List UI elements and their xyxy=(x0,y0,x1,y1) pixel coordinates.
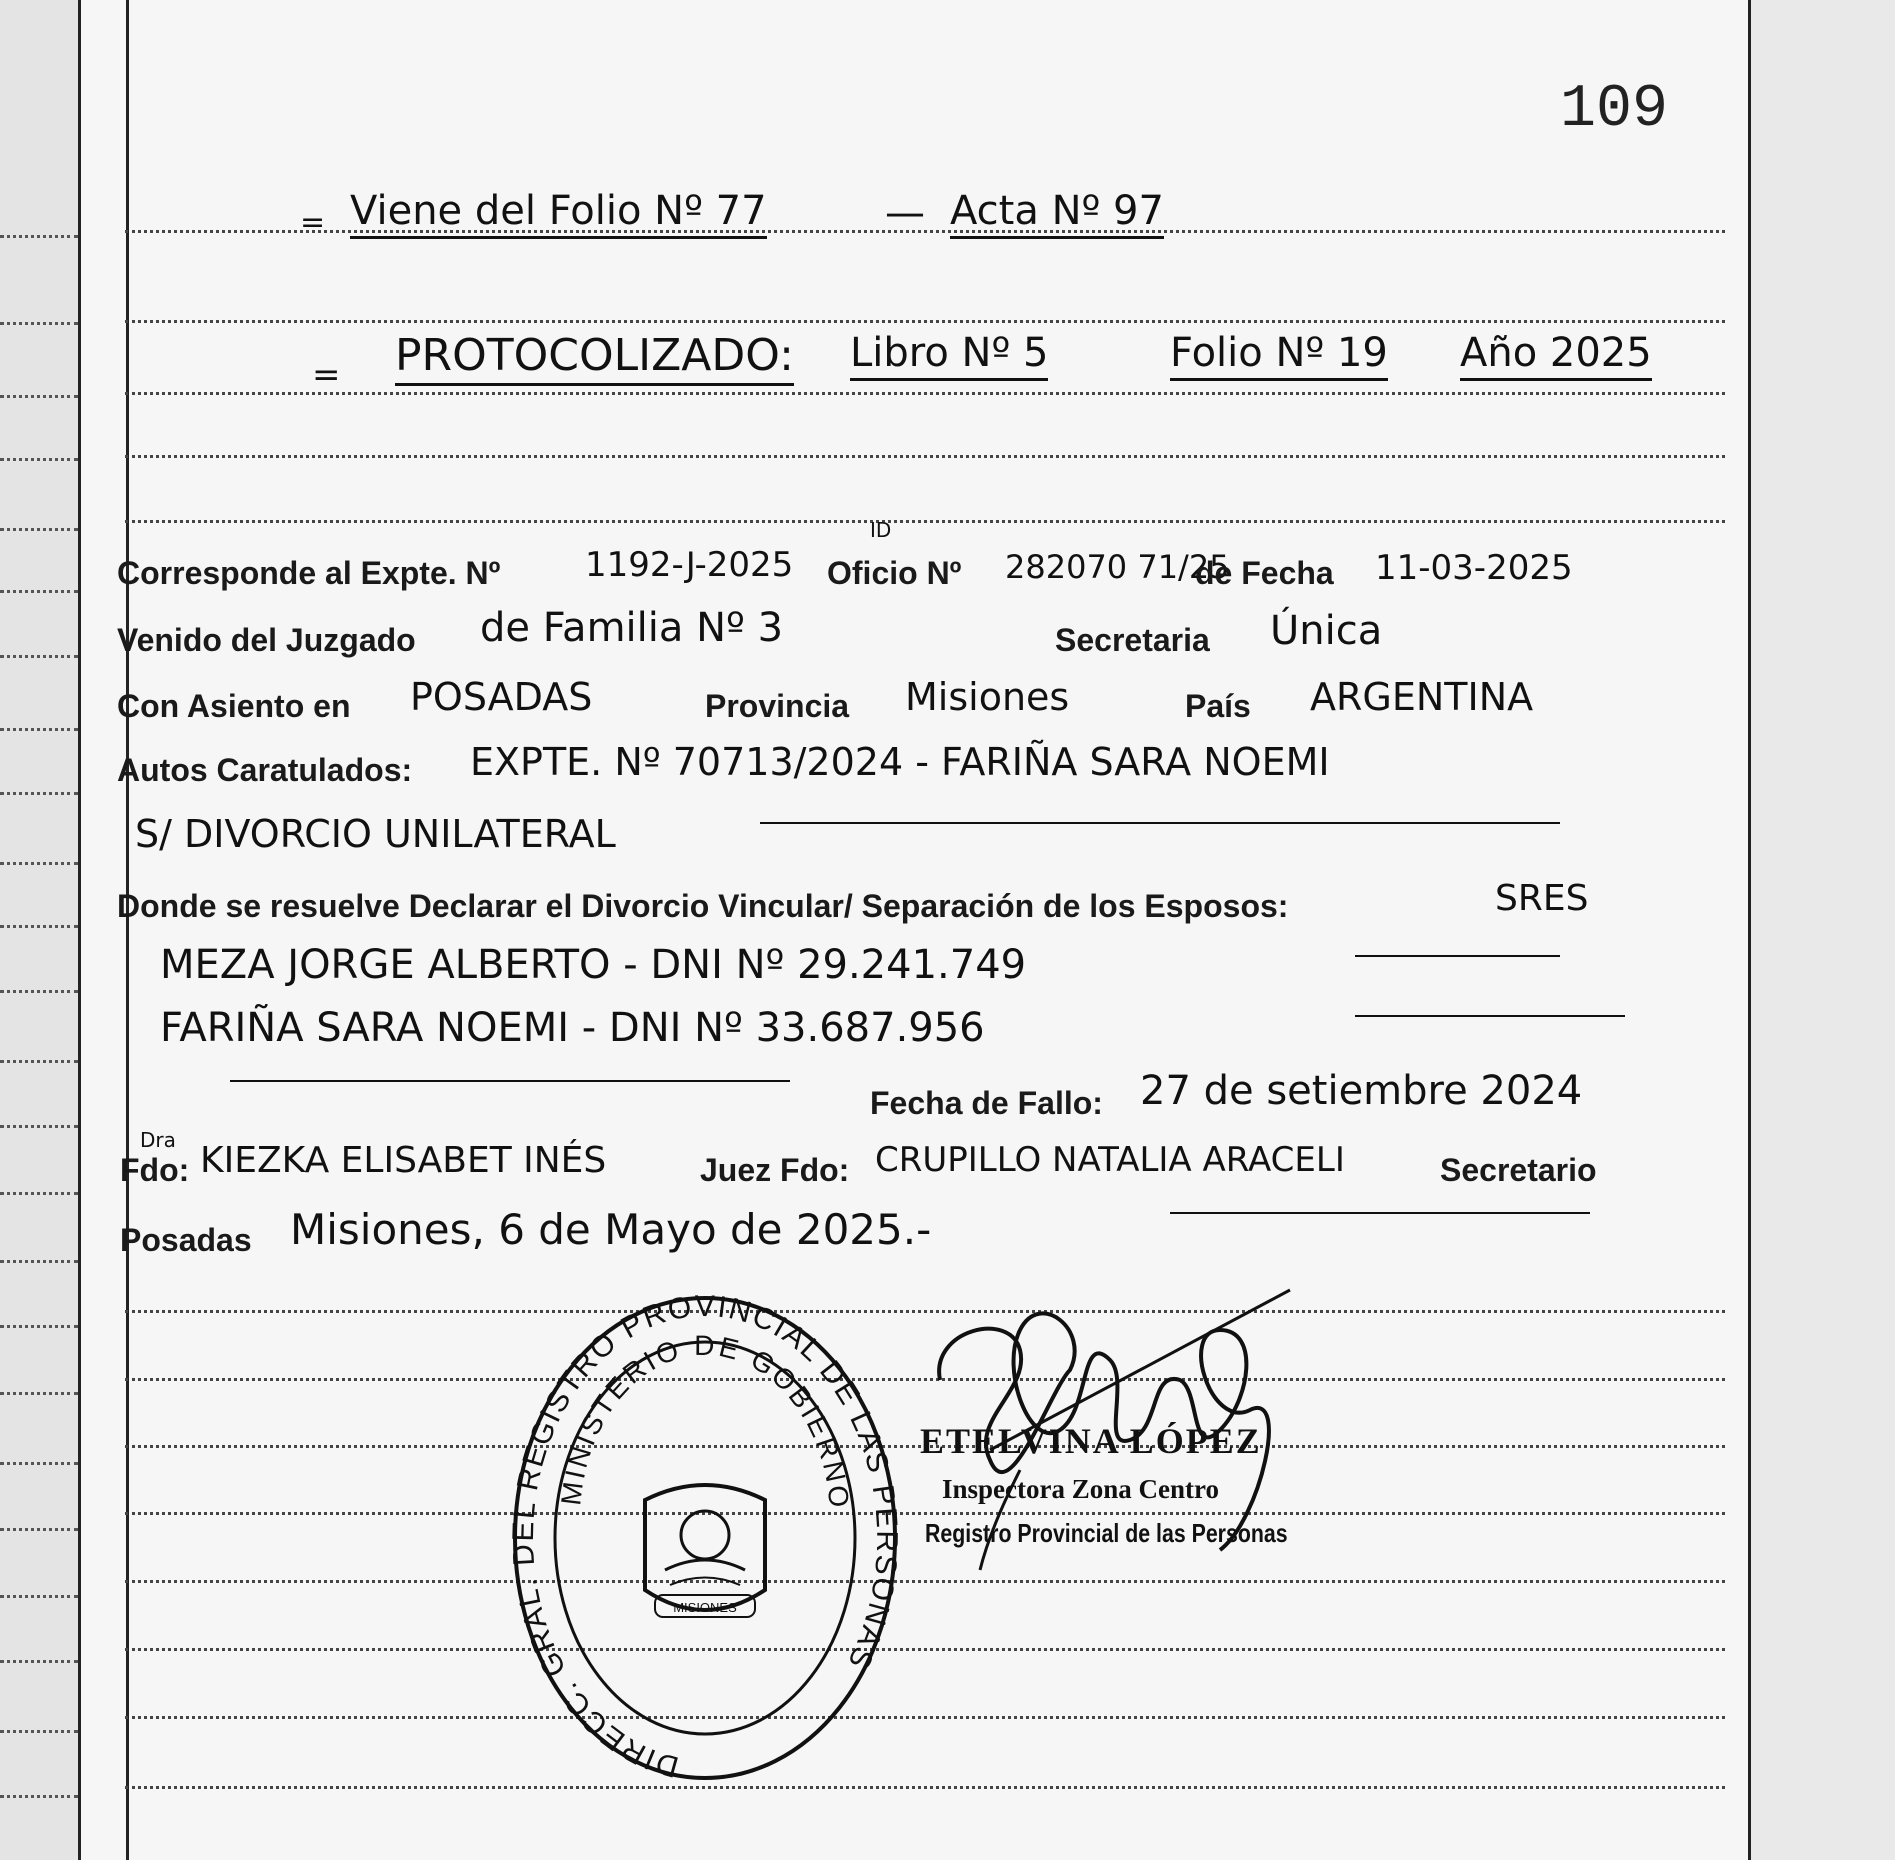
secretaria-value: Única xyxy=(1270,608,1383,654)
juzgado-value: de Familia Nº 3 xyxy=(480,605,784,651)
protocol-label: PROTOCOLIZADO: xyxy=(395,330,794,386)
stamp-outer-text: DIRECC. GRAL. DEL REGISTRO PROVINCIAL DE LAS PERSONAS xyxy=(506,1290,904,1784)
secretario-label: Secretario xyxy=(1440,1152,1597,1188)
juzgado-label: Venido del Juzgado xyxy=(117,622,416,658)
official-stamp xyxy=(505,1290,905,1790)
fecha-value: 11-03-2025 xyxy=(1375,548,1573,588)
libro-note: Libro Nº 5 xyxy=(850,330,1048,381)
autos-value-2: S/ DIVORCIO UNILATERAL xyxy=(135,812,616,856)
folio-number: 109 xyxy=(1560,76,1669,144)
header-eq-2: = xyxy=(312,355,341,395)
pais-label: País xyxy=(1185,688,1251,724)
fallo-value: 27 de setiembre 2024 xyxy=(1140,1068,1583,1114)
lugar-value: Misiones, 6 de Mayo de 2025.- xyxy=(290,1205,932,1254)
oficio-value: 282070 71/25 xyxy=(1005,548,1230,586)
fdo-label-1: Fdo: xyxy=(120,1152,190,1188)
expte-value: 1192-J-2025 xyxy=(585,545,794,585)
pais-value: ARGENTINA xyxy=(1310,675,1534,719)
autos-value-1: EXPTE. Nº 70713/2024 - FARIÑA SARA NOEMI xyxy=(470,740,1330,784)
secretaria-label: Secretaria xyxy=(1055,622,1210,658)
continuation-note: Viene del Folio Nº 77 xyxy=(350,188,767,239)
provincial-crest-icon xyxy=(645,1485,765,1617)
svg-text:DIRECC. GRAL. DEL REGISTRO PRO xyxy=(507,1290,903,1783)
provincia-value: Misiones xyxy=(905,675,1070,719)
fallo-label: Fecha de Fallo: xyxy=(870,1085,1103,1121)
provincia-label: Provincia xyxy=(705,688,850,724)
spouse-2: FARIÑA SARA NOEMI - DNI Nº 33.687.956 xyxy=(160,1005,985,1051)
signatory-name: ETELVINA LÓPEZ xyxy=(920,1421,1262,1461)
signatory-institution: Registro Provincial de las Personas xyxy=(925,1518,1288,1548)
lugar-label: Posadas xyxy=(120,1222,252,1258)
juez-label: Juez Fdo: xyxy=(700,1152,850,1188)
header-dash: — xyxy=(885,190,925,236)
resuelve-label: Donde se resuelve Declarar el Divorcio Vincular/ Separación de los Esposos: xyxy=(117,888,1289,924)
juez-prefix: Dra xyxy=(140,1128,176,1152)
header-eq-1: = xyxy=(300,205,326,240)
spouse-1: MEZA JORGE ALBERTO - DNI Nº 29.241.749 xyxy=(160,942,1027,988)
right-page-edge xyxy=(1751,0,1895,1860)
folio-note: Folio Nº 19 xyxy=(1170,330,1388,381)
signatory-role: Inspectora Zona Centro xyxy=(942,1474,1220,1504)
autos-label: Autos Caratulados: xyxy=(117,752,413,788)
secretario-value: CRUPILLO NATALIA ARACELI xyxy=(875,1140,1345,1180)
asiento-value: POSADAS xyxy=(410,675,593,719)
adjacent-page-edge xyxy=(0,0,78,1860)
fecha-label: de Fecha xyxy=(1195,555,1334,591)
stamp-inner-text: MINISTERIO DE GOBIERNO xyxy=(555,1329,856,1512)
crest-label: MISIONES xyxy=(673,1600,737,1615)
oficio-label: Oficio Nº xyxy=(827,555,962,591)
expte-label: Corresponde al Expte. Nº xyxy=(117,555,501,591)
asiento-label: Con Asiento en xyxy=(117,688,351,724)
acta-note: Acta Nº 97 xyxy=(950,188,1164,239)
anio-note: Año 2025 xyxy=(1460,330,1652,381)
juez-value: KIEZKA ELISABET INÉS xyxy=(200,1140,607,1181)
oficio-id: ID xyxy=(870,518,892,542)
resuelve-value: SRES xyxy=(1495,878,1589,919)
